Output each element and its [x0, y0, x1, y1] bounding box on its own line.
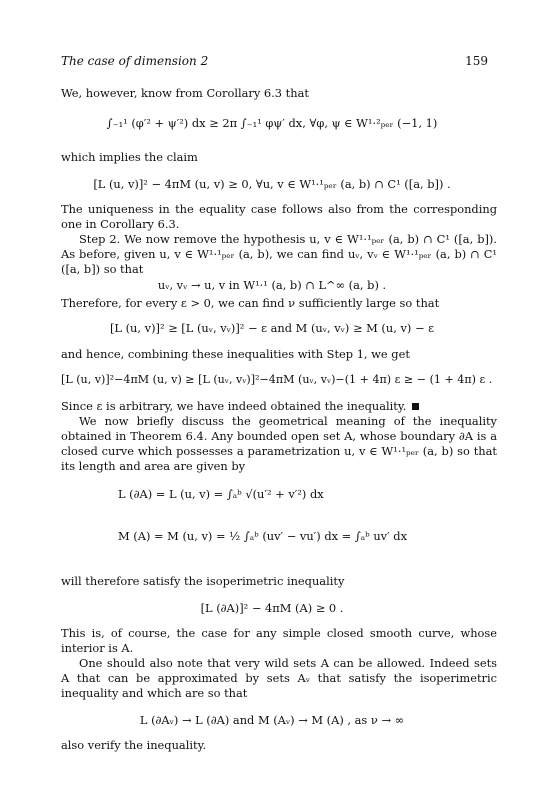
- running-header: [61, 54, 488, 70]
- paragraph-12: also verify the inequality.: [61, 738, 207, 752]
- paragraph-8: We now briefly discuss the geometrical meaning of the inequality obtained in Theorem 6.4. Any bounded open set A, whose boundary ∂A is a closed curve which possesses a parametrization u, v ∈ W¹·¹ₚₑᵣ (a, b) so that its length and area are given by: [61, 414, 497, 473]
- paragraph-3: The uniqueness in the equality case follows also from the corresponding one in Corollary 6.3.: [61, 202, 497, 231]
- paragraph-1: We, however, know from Corollary 6.3 that: [61, 86, 309, 100]
- equation-6a: L (∂A) = L (u, v) = ∫ₐᵇ √(u′² + v′²) dx: [118, 487, 324, 501]
- equation-1: ∫₋₁¹ (φ′² + ψ′²) dx ≥ 2π ∫₋₁¹ φψ′ dx, ∀φ, ψ ∈ W¹·²ₚₑᵣ (−1, 1): [106, 116, 438, 130]
- equation-6b: M (A) = M (u, v) = ½ ∫ₐᵇ (uv′ − vu′) dx = ∫ₐᵇ uv′ dx: [118, 529, 408, 543]
- equation-8: L (∂Aᵥ) → L (∂A) and M (Aᵥ) → M (A) , as ν → ∞: [139, 713, 405, 727]
- paragraph-10: This is, of course, the case for any simple closed smooth curve, whose interior is A.: [61, 626, 497, 655]
- page-number: 159: [465, 54, 488, 68]
- equation-3: uᵥ, vᵥ → u, v in W¹·¹ (a, b) ∩ L^∞ (a, b) .: [157, 278, 387, 292]
- equation-7: [L (∂A)]² − 4πM (A) ≥ 0 .: [200, 601, 344, 615]
- running-title: The case of dimension 2: [61, 54, 209, 68]
- equation-5: [L (u, v)]²−4πM (u, v) ≥ [L (uᵥ, vᵥ)]²−4πM (uᵥ, vᵥ)−(1 + 4π) ε ≥ − (1 + 4π) ε .: [61, 373, 493, 386]
- paragraph-6: and hence, combining these inequalities with Step 1, we get: [61, 347, 410, 361]
- paragraph-11: One should also note that very wild sets A can be allowed. Indeed sets A that can be approximated by sets Aᵥ that satisfy the isoperimetric inequality and which are so that: [61, 656, 497, 700]
- paragraph-4: Step 2. We now remove the hypothesis u, v ∈ W¹·¹ₚₑᵣ (a, b) ∩ C¹ ([a, b]). As before, given u, v ∈ W¹·¹ₚₑᵣ (a, b), we can find uᵥ, vᵥ ∈ W¹·¹ₚₑᵣ (a, b) ∩ C¹ ([a, b]) so that: [61, 232, 497, 276]
- paragraph-7-text: Since ε is arbitrary, we have indeed obtained the inequality.: [61, 399, 407, 413]
- qed-square-icon: [412, 403, 419, 410]
- equation-2: [L (u, v)]² − 4πM (u, v) ≥ 0, ∀u, v ∈ W¹·¹ₚₑᵣ (a, b) ∩ C¹ ([a, b]) .: [93, 177, 451, 191]
- paragraph-5: Therefore, for every ε > 0, we can find ν sufficiently large so that: [61, 296, 440, 310]
- equation-4: [L (u, v)]² ≥ [L (uᵥ, vᵥ)]² − ε and M (uᵥ, vᵥ) ≥ M (u, v) − ε: [109, 321, 435, 335]
- paragraph-2: which implies the claim: [61, 150, 198, 164]
- paragraph-9: will therefore satisfy the isoperimetric inequality: [61, 574, 345, 588]
- paragraph-7: [61, 399, 497, 414]
